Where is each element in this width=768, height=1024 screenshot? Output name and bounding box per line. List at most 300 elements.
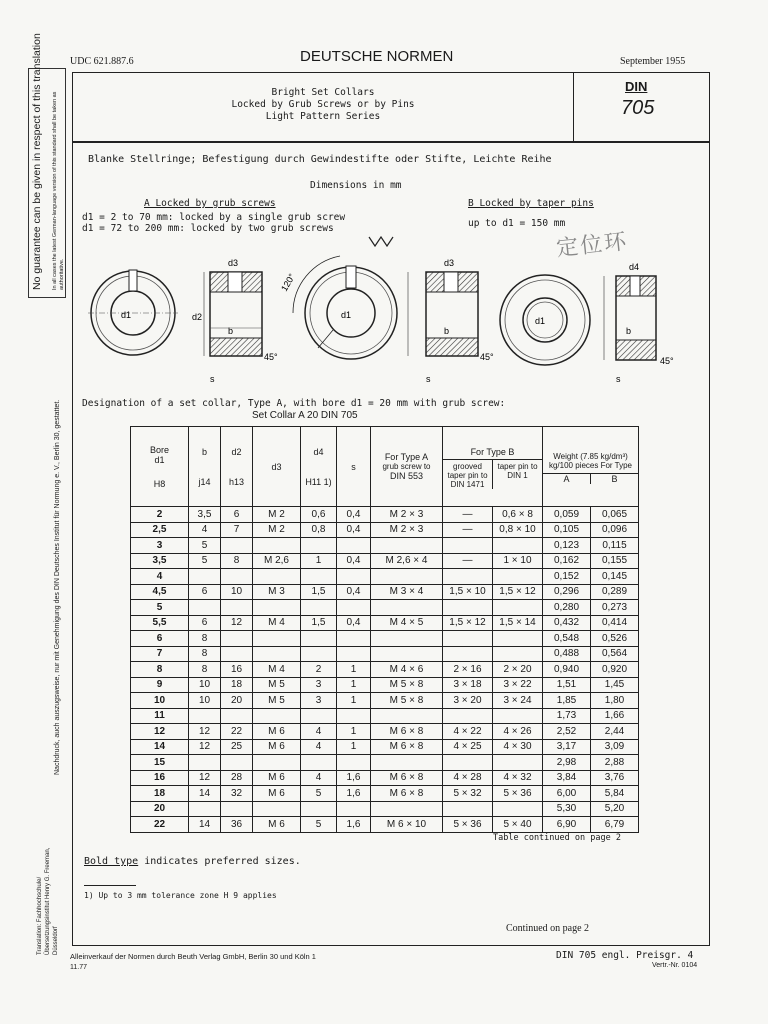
header-d3 [253,427,301,507]
cell-d2: 7 [221,522,253,538]
cell-d2 [221,569,253,585]
cell-b: 5 [189,538,221,554]
cell-weight-a: 0,059 [543,507,591,523]
header-din553: DIN 553 [389,471,424,481]
cell-weight-a: 0,432 [543,615,591,631]
cell-weight-b: 0,273 [591,600,639,616]
label-d3: d3 [444,258,455,268]
cell-taper-pin [493,755,543,771]
cell-grooved-pin [443,801,493,817]
label-d1: d1 [121,310,132,320]
din-number: 705 [621,97,655,119]
cell-taper-pin: 2 × 20 [493,662,543,678]
cell-grub-screw [371,646,443,662]
type-a-pin-side-view [408,272,478,356]
cell-grooved-pin: 3 × 18 [443,677,493,693]
cell-taper-pin: 4 × 32 [493,770,543,786]
cell-b: 3,5 [189,507,221,523]
type-a-side-view [204,272,262,356]
cell-d3: M 2 [253,522,301,538]
cell-grub-screw: M 6 × 10 [371,817,443,833]
cell-grooved-pin: 4 × 28 [443,770,493,786]
type-b-heading: B Locked by taper pins [468,198,594,209]
cell-d2: 8 [221,553,253,569]
continued-note: Continued on page 2 [506,923,590,934]
cell-b: 14 [189,817,221,833]
cell-s [337,646,371,662]
din-reference: DIN 705 engl. Preisgr. 4 [556,950,694,961]
cell-weight-a: 0,105 [543,522,591,538]
cell-grooved-pin: 1,5 × 10 [443,584,493,600]
cell-bore: 8 [131,662,189,678]
table-row [131,801,639,817]
cell-grub-screw: M 6 × 8 [371,786,443,802]
table-continued: Table continued on page 2 [493,833,621,843]
cell-d2: 18 [221,677,253,693]
label-d4: d4 [629,262,640,272]
surface-finish-icon [368,236,394,248]
cell-b [189,600,221,616]
cell-grooved-pin: 1,5 × 12 [443,615,493,631]
udc-number: UDC 621.887.6 [70,56,134,67]
cell-b [189,801,221,817]
header-b-tolerance: j14 [198,476,211,487]
cell-d2: 25 [221,739,253,755]
title-divider [573,73,574,141]
cell-weight-b: 0,564 [591,646,639,662]
cell-d3: M 3 [253,584,301,600]
cell-grooved-pin: 2 × 16 [443,662,493,678]
cell-d2 [221,646,253,662]
cell-grub-screw [371,538,443,554]
cell-bore: 4,5 [131,584,189,600]
sales-note: Alleinverkauf der Normen durch Beuth Verlag GmbH, Berlin 30 und Köln 1 [70,952,316,961]
header-din1471: DIN 1471 [450,479,485,489]
designation-example: Set Collar A 20 DIN 705 [252,410,358,421]
header-s [337,427,371,507]
cell-d4: 2 [301,662,337,678]
cell-weight-a: 6,00 [543,786,591,802]
cell-weight-b: 1,80 [591,693,639,709]
organization-title: DEUTSCHE NORMEN [300,48,454,65]
cell-weight-b: 0,065 [591,507,639,523]
cell-d2: 20 [221,693,253,709]
cell-grub-screw: M 4 × 5 [371,615,443,631]
table-row [131,817,639,833]
cell-d3 [253,646,301,662]
cell-s [337,708,371,724]
cell-weight-b: 0,145 [591,569,639,585]
table-row [131,693,639,709]
cell-bore: 3,5 [131,553,189,569]
label-d1: d1 [341,310,352,320]
cell-b [189,569,221,585]
publication-date: September 1955 [620,56,686,67]
footnote: 1) Up to 3 mm tolerance zone H 9 applies [84,891,277,900]
cell-s: 1 [337,739,371,755]
cell-b: 8 [189,646,221,662]
footer-code: 11.77 [70,964,87,971]
table-row [131,584,639,600]
header-d4-tolerance: H11 1) [305,476,332,487]
cell-d2 [221,801,253,817]
cell-d3 [253,631,301,647]
cell-weight-a: 0,162 [543,553,591,569]
cell-grub-screw [371,801,443,817]
cell-taper-pin [493,801,543,817]
cell-s: 1 [337,677,371,693]
cell-d2: 10 [221,584,253,600]
table-row [131,770,639,786]
cell-weight-b: 0,155 [591,553,639,569]
cell-grooved-pin: — [443,553,493,569]
header-type-a-sub: grub screw to [382,462,431,471]
english-title-line: Light Pattern Series [265,111,381,122]
cell-grub-screw: M 5 × 8 [371,677,443,693]
table-row [131,677,639,693]
cell-weight-a: 0,296 [543,584,591,600]
header-weight [543,427,639,507]
header-s-label: s [351,461,356,472]
bold-type-note [84,856,301,867]
cell-d2 [221,538,253,554]
header-b [189,427,221,507]
cell-weight-b: 1,66 [591,708,639,724]
cell-s [337,801,371,817]
data-table [130,426,639,833]
cell-d2: 6 [221,507,253,523]
cell-weight-a: 5,30 [543,801,591,817]
cell-grub-screw [371,708,443,724]
cell-d4: 3 [301,693,337,709]
header-type-a [371,427,443,507]
cell-weight-b: 0,526 [591,631,639,647]
cell-d3: M 4 [253,662,301,678]
cell-weight-a: 0,488 [543,646,591,662]
cell-d4: 4 [301,739,337,755]
cell-bore: 10 [131,693,189,709]
cell-taper-pin: 5 × 40 [493,817,543,833]
cell-weight-a: 1,73 [543,708,591,724]
cell-taper-pin: 1,5 × 14 [493,615,543,631]
cell-weight-a: 0,940 [543,662,591,678]
english-title [193,87,453,123]
cell-bore: 4 [131,569,189,585]
cell-s: 1 [337,693,371,709]
cell-weight-a: 0,548 [543,631,591,647]
cell-d3: M 2,6 [253,553,301,569]
cell-taper-pin: 4 × 26 [493,724,543,740]
cell-bore: 22 [131,817,189,833]
cell-s: 1 [337,724,371,740]
cell-taper-pin [493,600,543,616]
header-grooved [443,460,493,489]
cell-d4: 0,6 [301,507,337,523]
cell-s [337,631,371,647]
cell-s: 1,6 [337,786,371,802]
cell-grooved-pin [443,708,493,724]
cell-taper-pin: 1 × 10 [493,553,543,569]
cell-taper-pin: 5 × 36 [493,786,543,802]
cell-d2: 32 [221,786,253,802]
cell-grooved-pin [443,646,493,662]
table-row [131,615,639,631]
cell-s: 0,4 [337,553,371,569]
cell-grooved-pin [443,755,493,771]
bold-type-rest: indicates preferred sizes. [138,856,301,867]
cell-d4: 5 [301,786,337,802]
label-b: b [626,326,632,336]
table-row [131,786,639,802]
cell-d4: 1,5 [301,615,337,631]
cell-d4 [301,538,337,554]
cell-weight-b: 5,84 [591,786,639,802]
header-d4-label: d4 [313,446,324,457]
english-title-line: Locked by Grub Screws or by Pins [231,99,415,110]
cell-grub-screw: M 2 × 3 [371,522,443,538]
cell-weight-a: 1,51 [543,677,591,693]
cell-weight-b: 0,414 [591,615,639,631]
cell-grub-screw [371,755,443,771]
cell-taper-pin: 3 × 24 [493,693,543,709]
cell-taper-pin [493,538,543,554]
cell-grooved-pin: — [443,507,493,523]
type-b-line: up to d1 = 150 mm [468,218,566,229]
cell-d4: 0,8 [301,522,337,538]
cell-d2: 28 [221,770,253,786]
cell-b: 12 [189,739,221,755]
type-a-line-1: d1 = 2 to 70 mm: locked by a single grub screw [82,212,346,223]
cell-weight-a: 2,52 [543,724,591,740]
dimensions-table [130,426,639,833]
cell-grooved-pin: 4 × 25 [443,739,493,755]
cell-grub-screw: M 6 × 8 [371,770,443,786]
cell-taper-pin [493,631,543,647]
collar-drawings [78,248,708,388]
label-d1: d1 [535,316,546,326]
cell-d3: M 6 [253,739,301,755]
cell-weight-b: 1,45 [591,677,639,693]
cell-weight-a: 0,152 [543,569,591,585]
handwritten-note: 定位环 [554,228,630,261]
type-a-line-2: d1 = 72 to 200 mm: locked by two grub screws [82,223,334,234]
cell-d2 [221,755,253,771]
label-d2: d2 [192,312,203,322]
cell-weight-a: 6,90 [543,817,591,833]
cell-weight-a: 0,280 [543,600,591,616]
cell-grooved-pin: 3 × 20 [443,693,493,709]
cell-weight-a: 2,98 [543,755,591,771]
cell-taper-pin: 1,5 × 12 [493,584,543,600]
cell-d4: 5 [301,817,337,833]
header-din1: DIN 1 [507,470,528,480]
cell-grub-screw [371,569,443,585]
cell-b: 12 [189,724,221,740]
cell-d4: 4 [301,724,337,740]
cell-grub-screw: M 5 × 8 [371,693,443,709]
cell-s [337,600,371,616]
cell-grooved-pin [443,538,493,554]
cell-bore: 6 [131,631,189,647]
cell-d2: 16 [221,662,253,678]
dimensions-note: Dimensions in mm [310,180,402,191]
cell-d2 [221,708,253,724]
table-row [131,507,639,523]
cell-s: 0,4 [337,615,371,631]
header-grooved-label: grooved taper pin to [447,461,488,480]
header-bore-tolerance: H8 [153,478,166,489]
cell-b: 10 [189,693,221,709]
cell-bore: 12 [131,724,189,740]
header-type-a-label: For Type A [384,452,429,462]
table-row [131,708,639,724]
cell-bore: 2,5 [131,522,189,538]
cell-grooved-pin [443,600,493,616]
cell-bore: 18 [131,786,189,802]
guarantee-small-note: In all cases the latest German-language version of this standard shall be taken as authoritative. [52,91,65,290]
table-row [131,522,639,538]
cell-bore: 5,5 [131,615,189,631]
cell-bore: 20 [131,801,189,817]
table-row [131,569,639,585]
cell-d3 [253,801,301,817]
bold-type-label: Bold type [84,856,139,867]
guarantee-note: No guarantee can be given in respect of this translation [31,33,43,290]
cell-weight-b: 5,20 [591,801,639,817]
cell-d4 [301,755,337,771]
label-120: 120° [279,271,298,293]
cell-d3 [253,755,301,771]
cell-grub-screw: M 4 × 6 [371,662,443,678]
table-row [131,631,639,647]
cell-b: 5 [189,553,221,569]
title-box [72,72,710,142]
cell-d3 [253,569,301,585]
table-row [131,600,639,616]
cell-d4 [301,646,337,662]
header-bore [131,427,189,507]
cell-weight-b: 0,096 [591,522,639,538]
cell-s: 0,4 [337,584,371,600]
header-weight-a: A [543,474,591,484]
header-taper [493,460,542,489]
cell-s: 0,4 [337,522,371,538]
cell-d3 [253,708,301,724]
cell-d2 [221,631,253,647]
cell-weight-a: 3,17 [543,739,591,755]
header-weight-label: Weight (7.85 kg/dm³) kg/100 pieces For Type [543,449,638,474]
header-d4 [301,427,337,507]
din-label: DIN [625,79,648,94]
label-45: 45° [264,352,278,362]
cell-weight-b: 6,79 [591,817,639,833]
cell-d3 [253,538,301,554]
header-type-b [443,427,543,507]
cell-d4: 3 [301,677,337,693]
cell-weight-b: 3,76 [591,770,639,786]
reprint-note: Nachdruck, auch auszugsweise, nur mit Genehmigung des DIN Deutsches Institut für Normung e. V., Berlin 30, gestattet. [54,399,61,775]
cell-taper-pin: 4 × 30 [493,739,543,755]
cell-grooved-pin: 5 × 32 [443,786,493,802]
cell-bore: 2 [131,507,189,523]
cell-bore: 3 [131,538,189,554]
cell-grub-screw: M 6 × 8 [371,724,443,740]
header-d2-label: d2 [231,446,242,457]
cell-d3: M 6 [253,786,301,802]
cell-grooved-pin: 5 × 36 [443,817,493,833]
cell-s [337,755,371,771]
cell-bore: 5 [131,600,189,616]
label-b: b [228,326,234,336]
label-s: s [426,374,431,384]
cell-weight-b: 0,115 [591,538,639,554]
cell-grub-screw: M 2 × 3 [371,507,443,523]
cell-b: 12 [189,770,221,786]
header-b-label: b [201,446,207,457]
label-s: s [210,374,215,384]
cell-weight-b: 2,44 [591,724,639,740]
cell-d4 [301,631,337,647]
german-title: Blanke Stellringe; Befestigung durch Gewindestifte oder Stifte, Leichte Reihe [88,154,552,165]
table-row [131,646,639,662]
cell-grub-screw [371,600,443,616]
designation-text: Designation of a set collar, Type A, with bore d1 = 20 mm with grub screw: [82,398,506,409]
cell-weight-b: 3,09 [591,739,639,755]
type-b-side-view [604,276,656,360]
table-row [131,739,639,755]
table-row [131,553,639,569]
type-a-heading: A Locked by grub screws [144,198,276,209]
footnote-rule [84,885,136,886]
cell-d3: M 6 [253,817,301,833]
cell-b: 6 [189,584,221,600]
cell-d3: M 5 [253,677,301,693]
table-row [131,724,639,740]
header-bore-symbol: d1 [154,454,165,465]
header-d2-tolerance: h13 [228,476,245,487]
cell-d3: M 5 [253,693,301,709]
cell-d4 [301,708,337,724]
header-weight-b: B [611,474,618,484]
translation-note: Translation: Fachhochschule/Übersetzungsinstitut Henry G. Freeman, Düsseldorf [37,847,59,955]
cell-d2: 12 [221,615,253,631]
cell-grooved-pin: 4 × 22 [443,724,493,740]
cell-s: 1,6 [337,770,371,786]
cell-d4: 1,5 [301,584,337,600]
label-45: 45° [480,352,494,362]
cell-d4: 4 [301,770,337,786]
cell-s: 1 [337,662,371,678]
label-d3: d3 [228,258,239,268]
cell-grub-screw: M 2,6 × 4 [371,553,443,569]
header-type-b-label: For Type B [443,445,542,460]
cell-grub-screw: M 3 × 4 [371,584,443,600]
type-a-front-view [88,270,178,355]
type-a-angle-view [293,256,397,359]
cell-b: 6 [189,615,221,631]
header-bore-label: Bore [149,444,169,455]
cell-grooved-pin [443,631,493,647]
cell-weight-a: 3,84 [543,770,591,786]
cell-grub-screw [371,631,443,647]
header-taper-label: taper pin to [497,461,538,471]
label-s: s [616,374,621,384]
cell-s: 1,6 [337,817,371,833]
label-b: b [444,326,450,336]
table-row [131,662,639,678]
cell-d4: 1 [301,553,337,569]
cell-d3: M 2 [253,507,301,523]
